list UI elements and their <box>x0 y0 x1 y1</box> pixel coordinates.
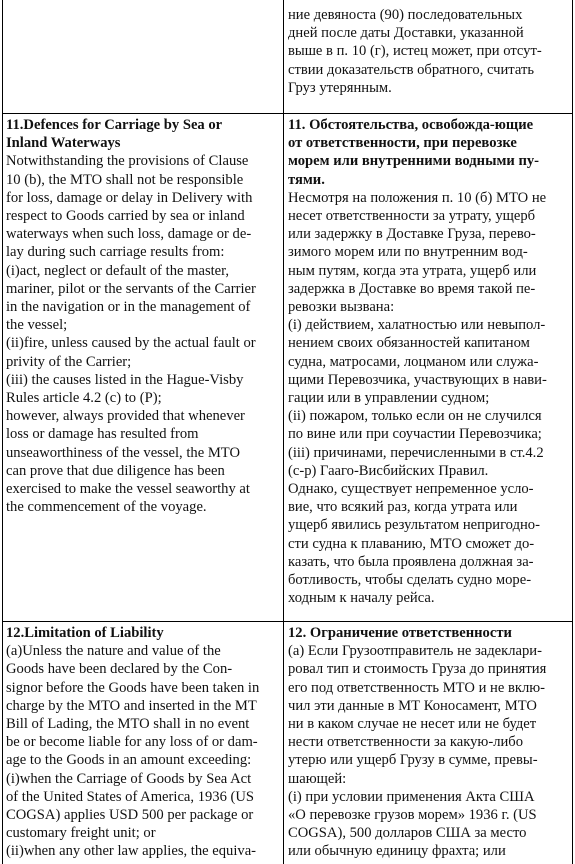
text-line: lay during such carriage results from: <box>6 244 225 261</box>
clause-heading: Inland Waterways <box>6 135 121 152</box>
text-line: щими Перевозчика, участвующих в нави- <box>288 371 547 388</box>
text-line: сти судна к плаванию, МТО сможет до- <box>288 535 535 552</box>
text-line: (i)act, neglect or default of the master, <box>6 262 230 279</box>
text-line: утерю или ущерб Грузу в сумме, превы- <box>288 752 538 769</box>
text-line: (ii)when any other law applies, the equiva- <box>6 843 257 860</box>
table-right-border <box>572 0 573 864</box>
clause-heading: тями. <box>288 171 325 188</box>
text-line: или обычную единицу фрахта; или <box>288 843 506 860</box>
text-line: (ii)fire, unless caused by the actual fault or <box>6 335 256 352</box>
text-line: казать, что была проявлена должная за- <box>288 553 534 570</box>
text-line: customary freight unit; or <box>6 825 156 842</box>
text-line: respect to Goods carried by sea or inland <box>6 208 245 225</box>
text-line: (a)Unless the nature and value of the <box>6 643 221 660</box>
text-line: несет ответственности за утрату, ущерб <box>288 208 536 225</box>
text-line: (а) Если Грузоотправитель не задеклари- <box>288 643 542 660</box>
text-line: ровал тип и стоимость Груза до принятия <box>288 661 547 678</box>
text-line: Однако, существует непременное усло- <box>288 481 534 498</box>
text-line: (i) при условии применения Акта США <box>288 788 535 805</box>
text-line: (i) действием, халатностью или невыпол- <box>288 317 546 334</box>
text-line: чил эти данные в МТ Коносамент, МТО <box>288 697 537 714</box>
text-line: age to the Goods in an amount exceeding: <box>6 752 252 769</box>
text-line: be or become liable for any loss of or dam- <box>6 734 258 751</box>
text-line: задержка в Доставке во время такой пе- <box>288 280 536 297</box>
text-line: mariner, pilot or the servants of the Carrier <box>6 280 256 297</box>
text-line: Груз утерянным. <box>288 79 392 96</box>
text-line: COGSA) applies USD 500 per package or <box>6 807 254 824</box>
continuation-ru-cell <box>288 6 570 97</box>
text-line: in the navigation or in the management of <box>6 299 251 316</box>
text-line: по вине или при соучастии Перевозчика; <box>288 426 542 443</box>
text-line: вие, что всякий раз, когда утрата или <box>288 499 518 516</box>
text-line: шающей: <box>288 770 347 787</box>
text-line: Notwithstanding the provisions of Clause <box>6 153 249 170</box>
clause-heading: 11.Defences for Carriage by Sea or <box>6 117 223 133</box>
clause-heading: от ответственности, при перевозке <box>288 135 517 152</box>
text-line: нением своих обязанностей капитаном <box>288 335 530 352</box>
text-line: for loss, damage or delay in Delivery with <box>6 189 253 206</box>
text-line: unseaworthiness of the vessel, the MTO <box>6 444 240 461</box>
clause-heading: 12.Limitation of Liability <box>6 625 164 641</box>
text-line: charge by the MTO and inserted in the MT <box>6 697 257 714</box>
text-line: ущерб явились результатом непригодно- <box>288 517 540 534</box>
clause12-en-cell <box>6 624 282 861</box>
text-line: signor before the Goods have been taken in <box>6 679 260 696</box>
text-line: или задержку в Доставке Груза, перево- <box>288 226 536 243</box>
text-line: «О перевозке грузов морем» 1936 г. (US <box>288 807 537 824</box>
text-line: loss or damage has resulted from <box>6 426 199 443</box>
text-line: дней после даты Доставки, указанной <box>288 25 524 42</box>
text-line: Несмотря на положения п. 10 (б) МТО не <box>288 189 547 206</box>
clause-heading: 11. Обстоятельства, освобожда-ющие <box>288 117 534 133</box>
text-line: Rules article 4.2 (c) to (P); <box>6 390 162 407</box>
text-line: COGSA), 500 долларов США за место <box>288 825 527 842</box>
text-line: ствии доказательств обратного, считать <box>288 61 534 78</box>
table-left-border <box>2 0 3 864</box>
text-line: privity of the Carrier; <box>6 353 132 370</box>
text-line: (c-p) Гааго-Висбийских Правил. <box>288 462 489 479</box>
clause12-ru-cell <box>288 624 570 861</box>
text-line: ние девяноста (90) последовательных <box>288 7 523 23</box>
text-line: can prove that due diligence has been <box>6 462 225 479</box>
text-line: the vessel; <box>6 317 68 334</box>
text-line: его под ответственность МТО и не вклю- <box>288 679 546 696</box>
text-line: 10 (b), the MTO shall not be responsible <box>6 171 244 188</box>
text-line: судна, матросами, лоцманом или служа- <box>288 353 539 370</box>
text-line: (iii) причинами, перечисленными в ст.4.2 <box>288 444 544 461</box>
clause11-ru-cell <box>288 116 570 607</box>
text-line: ботливость, чтобы сделать судно море- <box>288 572 532 589</box>
clause-heading: морем или внутренними водными пу- <box>288 153 540 170</box>
text-line: гации или в управлении судном; <box>288 390 490 407</box>
table-column-divider <box>283 0 284 864</box>
text-line: нести ответственности за какую-либо <box>288 734 524 751</box>
text-line: however, always provided that whenever <box>6 408 245 425</box>
row-divider-clause11 <box>2 113 573 114</box>
clause11-en-cell <box>6 116 282 516</box>
text-line: (iii) the causes listed in the Hague-Visby <box>6 371 244 388</box>
text-line: of the United States of America, 1936 (US <box>6 788 255 805</box>
text-line: exercised to make the vessel seaworthy at <box>6 481 250 498</box>
text-line: ни в каком случае не несет или не будет <box>288 716 537 733</box>
text-line: Bill of Lading, the MTO shall in no event <box>6 716 250 733</box>
text-line: ревозки вызвана: <box>288 299 395 316</box>
row-divider-clause12 <box>2 621 573 622</box>
text-line: (ii) пожаром, только если он не случился <box>288 408 542 425</box>
text-line: ходным к началу рейса. <box>288 590 435 607</box>
text-line: ным путям, когда эта утрата, ущерб или <box>288 262 537 279</box>
text-line: the commencement of the voyage. <box>6 499 207 516</box>
clause-heading: 12. Ограничение ответственности <box>288 625 512 641</box>
text-line: (i)when the Carriage of Goods by Sea Act <box>6 770 252 787</box>
text-line: выше в п. 10 (г), истец может, при отсут- <box>288 43 542 60</box>
text-line: зимого морем или по внутренним вод- <box>288 244 528 261</box>
text-line: waterways when such loss, damage or de- <box>6 226 252 243</box>
text-line: Goods have been declared by the Con- <box>6 661 233 678</box>
